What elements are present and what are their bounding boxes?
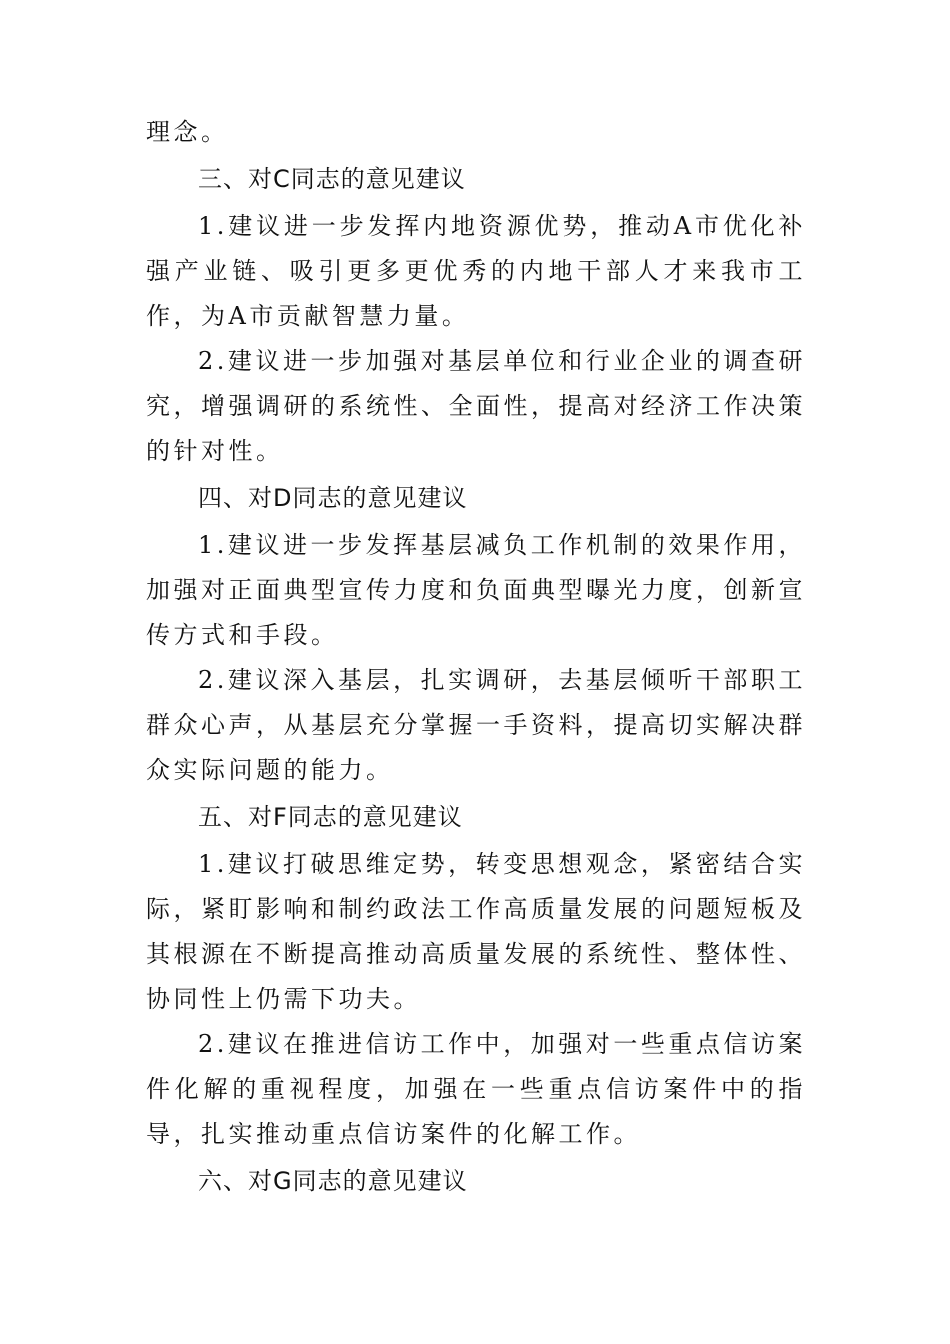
section-f-item-2: 2.建议在推进信访工作中，加强对一些重点信访案件化解的重视程度，加强在一些重点信访案件中的指导，扎实推动重点信访案件的化解工作。 bbox=[146, 1030, 806, 1148]
section-heading-g: 六、对G同志的意见建议 bbox=[198, 1167, 468, 1195]
continuation-text: 理念。 bbox=[146, 118, 229, 146]
section-heading-f: 五、对F同志的意见建议 bbox=[198, 803, 463, 831]
section-heading-c: 三、对C同志的意见建议 bbox=[198, 165, 466, 193]
section-c-item-2: 2.建议进一步加强对基层单位和行业企业的调查研究，增强调研的系统性、全面性，提高对经济工作决策的针对性。 bbox=[146, 347, 806, 465]
document-page bbox=[146, 110, 806, 1206]
section-f-item-1: 1.建议打破思维定势，转变思想观念，紧密结合实际，紧盯影响和制约政法工作高质量发展的问题短板及其根源在不断提高推动高质量发展的系统性、整体性、协同性上仍需下功夫。 bbox=[146, 850, 806, 1013]
section-heading-d: 四、对D同志的意见建议 bbox=[198, 484, 468, 512]
section-c-item-1: 1.建议进一步发挥内地资源优势，推动A市优化补强产业链、吸引更多更优秀的内地干部人才来我市工作，为A市贡献智慧力量。 bbox=[146, 212, 806, 330]
section-d-item-2: 2.建议深入基层，扎实调研，去基层倾听干部职工群众心声，从基层充分掌握一手资料，提高切实解决群众实际问题的能力。 bbox=[146, 666, 806, 784]
section-d-item-1: 1.建议进一步发挥基层减负工作机制的效果作用，加强对正面典型宣传力度和负面典型曝光力度，创新宣传方式和手段。 bbox=[146, 531, 806, 649]
